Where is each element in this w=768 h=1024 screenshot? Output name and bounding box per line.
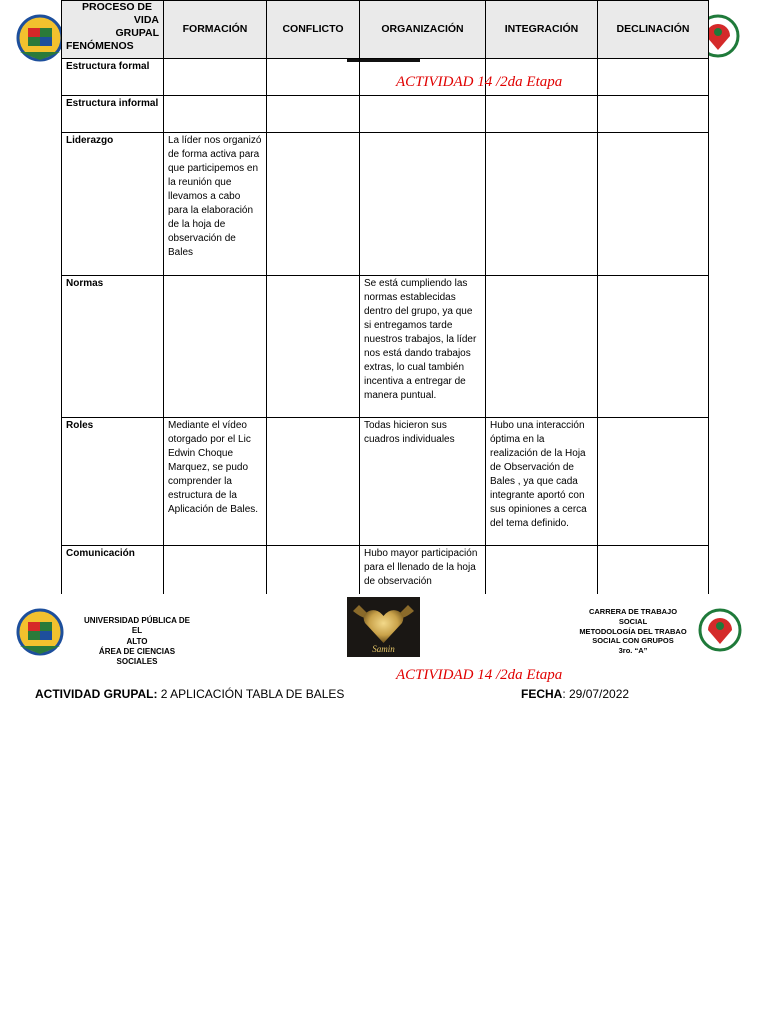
table-cell (267, 133, 360, 276)
table-cell (164, 276, 267, 418)
career-line-2: METODOLOGÍA DEL TRABAO (579, 626, 687, 636)
table-cell (598, 59, 709, 96)
row-label-roles: Roles (62, 418, 164, 546)
table-row (62, 418, 709, 546)
col-header-conflicto: CONFLICTO (267, 1, 360, 59)
table-cell (486, 96, 598, 133)
corner-line-4: FENÓMENOS (66, 40, 134, 52)
table-row (62, 276, 709, 418)
col-header-organizacion: ORGANIZACIÓN (360, 1, 486, 59)
table-cell (598, 96, 709, 133)
area-label: ÁREA DE CIENCIAS SOCIALES (98, 647, 176, 667)
table-cell: Todas hicieron sus cuadros individuales (360, 418, 486, 546)
table-cell (267, 276, 360, 418)
table-cell: Se está cumpliendo las normas establecidas dentro del grupo, ya que si entregamos tarde nuestros trabajos, la líder nos está dando trabajos extras, lo cual también incentiva a entregar de manera puntual. (360, 276, 486, 418)
table-cell (598, 418, 709, 546)
date-line (521, 687, 629, 701)
table-cell (360, 96, 486, 133)
table-cell: Hubo mayor participación para el llenado de la hoja de observación (360, 546, 486, 595)
table-row (62, 133, 709, 276)
row-label-normas: Normas (62, 276, 164, 418)
date-value: : 29/07/2022 (562, 687, 630, 701)
table-cell: La líder nos organizó de forma activa para que participemos en la reunión que llevamos a cabo para la elaboración de la hoja de observación de Bales (164, 133, 267, 276)
row-label-estructura-formal: Estructura formal (62, 59, 164, 96)
activity-label: ACTIVIDAD GRUPAL: (35, 687, 158, 701)
table-cell (267, 418, 360, 546)
career-line-3: SOCIAL CON GRUPOS (592, 636, 674, 646)
corner-line-1: PROCESO DE (82, 1, 153, 13)
career-block (574, 607, 692, 656)
activity-title-page2: ACTIVIDAD 14 /2da Etapa (396, 667, 563, 683)
table-cell: Mediante el vídeo otorgado por el Lic Edwin Choque Marquez, se pudo comprender la estructura de la Aplicación de Bales. (164, 418, 267, 546)
corner-header-cell (62, 1, 164, 59)
university-crest-icon (14, 606, 66, 658)
table-cell (598, 276, 709, 418)
table-cell (164, 546, 267, 595)
university-name (78, 616, 196, 647)
row-label-liderazgo: Liderazgo (62, 133, 164, 276)
table-row (62, 96, 709, 133)
activity-title-page1: ACTIVIDAD 14 /2da Etapa (396, 74, 563, 90)
trabajo-social-crest-icon (698, 608, 742, 652)
col-header-formacion: FORMACIÓN (164, 1, 267, 59)
table-cell (267, 59, 360, 96)
university-line-1: UNIVERSIDAD PÚBLICA DE EL (84, 616, 190, 636)
samin-gold-heart-image (347, 597, 420, 657)
table-cell (360, 133, 486, 276)
table-cell (598, 133, 709, 276)
samin-caption: Samin (372, 644, 395, 654)
table-cell (164, 96, 267, 133)
activity-line (35, 687, 344, 701)
table-cell (267, 96, 360, 133)
row-label-comunicacion: Comunicación (62, 546, 164, 595)
corner-line-2: VIDA (133, 14, 159, 26)
activity-value: 2 APLICACIÓN TABLA DE BALES (157, 687, 345, 701)
table-cell: Hubo una interacción óptima en la realización de la Hoja de Observación de Bales , ya que cada integrante aportó con sus opiniones a cerca del tema definido. (486, 418, 598, 546)
table-cell (486, 133, 598, 276)
col-header-declinacion: DECLINACIÓN (598, 1, 709, 59)
col-header-integracion: INTEGRACIÓN (486, 1, 598, 59)
table-cell (486, 276, 598, 418)
table-cell (267, 546, 360, 595)
university-crest-icon (14, 12, 66, 64)
table-cell (486, 546, 598, 595)
corner-line-3: GRUPAL (115, 27, 159, 39)
table-row (62, 546, 709, 595)
date-label: FECHA (521, 687, 563, 701)
table-cell (164, 59, 267, 96)
table-cell (598, 546, 709, 595)
table-row (62, 59, 709, 96)
career-line-4: 3ro. “A” (618, 646, 648, 655)
row-label-estructura-informal: Estructura informal (62, 96, 164, 133)
bales-table (61, 0, 709, 594)
university-line-2: ALTO (126, 636, 148, 646)
career-line-1: CARRERA DE TRABAJO SOCIAL (588, 607, 678, 626)
